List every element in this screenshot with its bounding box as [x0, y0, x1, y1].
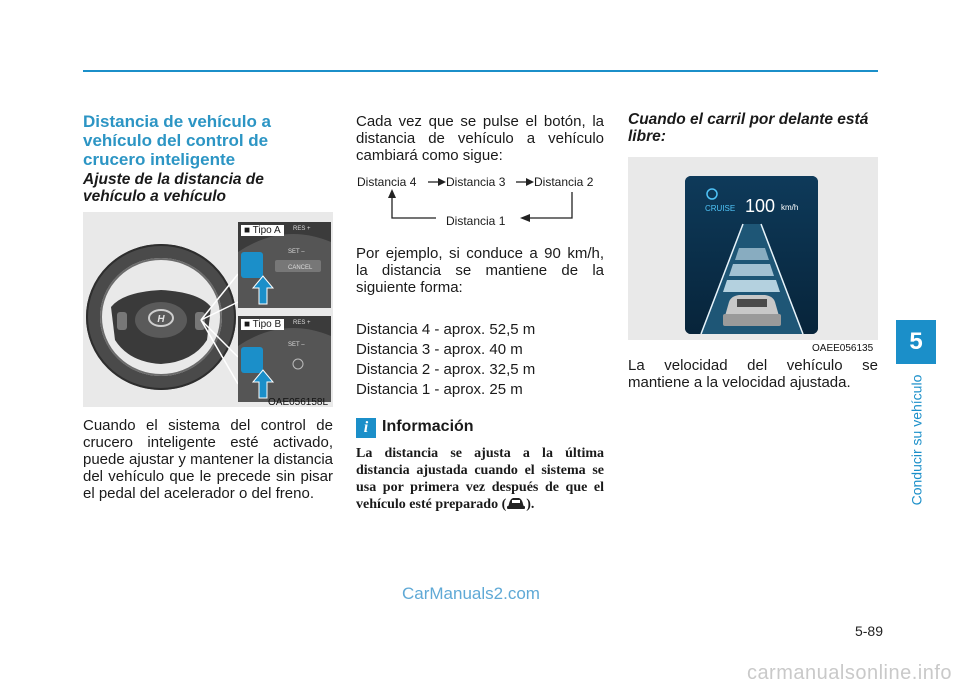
watermark-footer: carmanualsonline.info — [746, 662, 952, 684]
cancel-button-label: CANCEL — [288, 265, 313, 271]
set-speed-value: 100 — [745, 196, 776, 216]
right-paragraph: La velocidad del vehículo se mantiene a la velocidad ajustada. — [628, 357, 878, 391]
right-subsection-title: Cuando el carril por delante está libre: — [628, 111, 869, 145]
section-title: Distancia de vehículo a vehículo del control de crucero inteligente — [83, 112, 272, 169]
res-button-label: RES + — [293, 226, 311, 232]
distance-list-item: Distancia 1 - aprox. 25 m — [356, 381, 523, 398]
distance-list-item: Distancia 3 - aprox. 40 m — [356, 341, 523, 358]
middle-paragraph-2: Por ejemplo, si conduce a 90 km/h, la distancia se mantiene de la siguiente forma: — [356, 245, 604, 296]
speed-unit: km/h — [781, 203, 799, 212]
set-button-label: SET – — [288, 249, 305, 255]
info-icon: i — [356, 418, 376, 438]
subsection-title: Ajuste de la distancia de vehículo a vehículo — [83, 171, 264, 205]
steering-wheel-figure — [83, 212, 333, 407]
info-text — [356, 445, 604, 513]
cluster-figure — [628, 157, 878, 340]
distance-cycle-diagram — [356, 170, 604, 228]
header-rule — [83, 70, 878, 72]
res-button-label-b: RES + — [293, 320, 311, 326]
left-paragraph: Cuando el sistema del control de crucero inteligente esté activado, puede ajustar y mantener la distancia del vehículo que le precede sin pisar el pedal del acelerador o del freno. — [83, 417, 333, 502]
set-button-label-b: SET – — [288, 342, 305, 348]
type-b-label: ■ Tipo B — [241, 319, 284, 330]
page-number: 5-89 — [854, 623, 883, 639]
distance-3-label: Distancia 3 — [446, 175, 506, 189]
distance-1-label: Distancia 1 — [446, 214, 506, 228]
steering-wheel-illustration — [83, 212, 333, 407]
chapter-title-text: Conducir su vehículo — [908, 374, 924, 506]
distance-4-label: Distancia 4 — [357, 175, 417, 189]
watermark-link[interactable]: CarManuals2.com — [402, 584, 540, 603]
svg-text:H: H — [157, 314, 165, 325]
chapter-number-tab: 5 — [896, 320, 936, 364]
cruise-label: CRUISE — [705, 204, 736, 213]
distance-list-item: Distancia 2 - aprox. 32,5 m — [356, 361, 536, 378]
distance-2-label: Distancia 2 — [534, 175, 594, 189]
middle-paragraph-1: Cada vez que se pulse el botón, la distancia de vehículo a vehículo cambiará como sigue: — [356, 113, 604, 164]
distance-list — [356, 320, 604, 400]
type-a-label: ■ Tipo A — [241, 225, 284, 236]
distance-list-item: Distancia 4 - aprox. 52,5 m — [356, 321, 536, 338]
info-title: Información — [382, 418, 474, 435]
chapter-title — [893, 370, 939, 510]
car-ready-icon — [506, 496, 526, 510]
info-text-end: ). — [526, 497, 535, 512]
left-figure-code: OAE056158L — [268, 397, 329, 408]
info-text-start: La distancia se ajusta a la última distancia ajustada cuando el sistema se usa por primera vez después de que el vehículo esté preparado ( — [356, 446, 604, 512]
cluster-display — [685, 176, 818, 334]
right-figure-code: OAEE056135 — [812, 343, 874, 354]
